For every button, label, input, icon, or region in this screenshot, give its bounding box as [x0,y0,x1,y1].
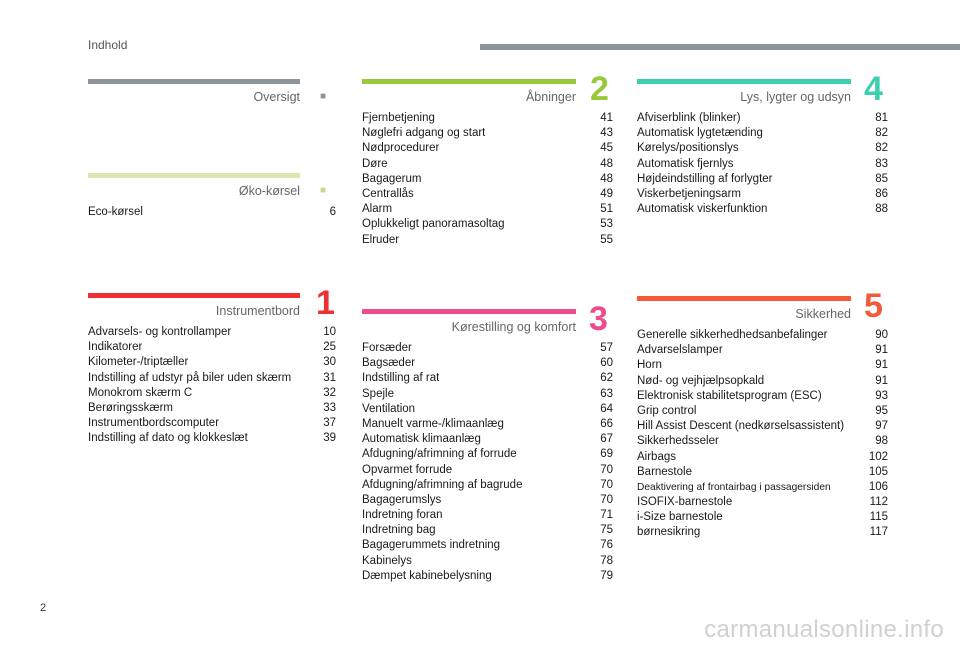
toc-entry[interactable] [362,554,613,569]
toc-entry-label: Sikkerhedsseler [637,435,719,448]
toc-entry-page: 67 [600,433,613,446]
toc-entry-page: 115 [869,511,888,524]
toc-entry-label: Airbags [637,450,676,463]
toc-entry[interactable] [637,111,888,126]
toc-entry-page: 64 [600,402,613,415]
toc-entry-page: 91 [875,374,888,387]
toc-entry-page: 76 [600,539,613,552]
toc-entry[interactable] [362,417,613,432]
toc-entry[interactable] [637,172,888,187]
toc-entry-page: 66 [600,417,613,430]
toc-entry-label: Indretning bag [362,524,436,537]
toc-entry[interactable] [88,431,336,446]
section-title: Øko-kørsel [238,184,300,198]
toc-list [88,325,336,447]
toc-entry[interactable] [362,111,613,126]
toc-entry[interactable] [362,569,613,584]
toc-entry-page: 95 [875,404,888,417]
toc-entry-label: Advarselslamper [637,344,723,357]
toc-entry-label: Eco-kørsel [88,206,143,218]
header-bar [480,44,960,50]
toc-entry[interactable] [362,341,613,356]
toc-entry-page: 102 [868,450,888,463]
toc-entry[interactable] [88,340,336,355]
toc-entry-label: Bagagerumslys [362,493,442,506]
toc-entry-label: Kilometer-/triptæller [88,356,189,369]
toc-entry-label: Automatisk fjernlys [637,157,734,170]
toc-entry-label: Opvarmet forrude [362,463,453,476]
toc-entry-label: Hill Assist Descent (nedkørselsassistent) [637,420,845,433]
toc-entry-label: Forsæder [362,342,412,354]
toc-list [362,341,613,584]
toc-entry-page: 90 [875,329,888,341]
section-title: Lys, lygter og udsyn [740,90,851,104]
toc-entry-label: Fjernbetjening [362,112,435,124]
toc-entry-page: 49 [600,187,613,200]
toc-entry-page: 53 [600,218,613,231]
toc-entry-label: Alarm [362,203,393,216]
toc-entry-label: Automatisk klimaanlæg [362,433,481,446]
toc-entry[interactable] [637,434,888,449]
toc-entry-page: 37 [323,417,336,430]
toc-entry-page: 39 [323,432,336,445]
toc-entry[interactable] [637,495,888,510]
toc-entry[interactable] [88,401,336,416]
toc-entry-page: 10 [323,326,336,338]
toc-entry-page: 88 [875,203,888,216]
toc-entry-label: Automatisk lygtetænding [637,127,763,140]
toc-entry[interactable] [362,217,613,232]
toc-entry[interactable] [362,356,613,371]
toc-entry-label: Spejle [362,387,394,400]
toc-entry-page: 55 [600,233,613,246]
section-title: Sikkerhed [795,307,851,321]
toc-entry-page: 48 [600,172,613,185]
toc-entry-label: Viskerbetjeningsarm [637,187,741,200]
toc-entry-page: 112 [869,496,888,509]
toc-entry-label: Nød- og vejhjælpsopkald [637,374,765,387]
toc-entry[interactable] [362,141,613,156]
toc-entry-label: Bagagerum [362,172,422,185]
toc-entry-label: Bagsæder [362,357,416,370]
toc-entry-label: Døre [362,157,388,170]
section-bar [637,79,851,84]
section-oversigt [88,79,300,105]
toc-list [637,111,888,217]
toc-entry[interactable] [637,374,888,389]
toc-entry[interactable] [362,432,613,447]
toc-entry[interactable] [362,463,613,478]
toc-entry-page: 48 [600,157,613,170]
section-abninger [362,79,613,248]
toc-entry[interactable] [88,355,336,370]
toc-list [362,111,613,248]
toc-entry[interactable] [362,202,613,217]
section-marker: ■ [320,91,327,102]
toc-entry-page: 85 [875,172,888,185]
toc-entry-page: 70 [600,463,613,476]
toc-entry-page: 43 [600,127,613,140]
section-title: Kørestilling og komfort [451,320,576,334]
toc-entry-page: 98 [875,435,888,448]
toc-entry-page: 70 [600,493,613,506]
section-number: 5 [864,287,883,325]
toc-entry-page: 83 [875,157,888,170]
page-header-title: Indhold [88,38,128,52]
toc-entry-label: Indretning foran [362,509,443,522]
toc-entry[interactable] [637,187,888,202]
toc-entry[interactable] [88,386,336,401]
toc-entry[interactable] [637,343,888,358]
toc-entry[interactable] [362,233,613,248]
toc-entry-page: 71 [600,509,613,522]
toc-entry[interactable] [88,371,336,386]
toc-entry[interactable] [637,358,888,373]
section-bar [637,296,851,301]
toc-entry-page: 86 [875,187,888,200]
section-lys [637,79,888,217]
section-marker: ■ [320,185,327,196]
toc-list [88,205,336,220]
section-bar [88,79,300,84]
toc-entry[interactable] [637,157,888,172]
toc-entry-label: Horn [637,359,662,372]
toc-entry[interactable] [637,450,888,465]
toc-entry[interactable] [637,510,888,525]
toc-entry-page: 97 [875,420,888,433]
toc-entry-page: 63 [600,387,613,400]
toc-entry-label: Advarsels- og kontrollamper [88,326,232,338]
toc-entry-page: 93 [875,389,888,402]
toc-entry[interactable] [637,126,888,141]
toc-entry[interactable] [362,371,613,386]
section-number: 4 [864,70,883,108]
toc-entry[interactable] [88,325,336,340]
toc-entry-label: Afdugning/afrimning af forrude [362,448,517,461]
toc-entry-page: 78 [600,554,613,567]
toc-entry-label: Oplukkeligt panoramasoltag [362,218,505,231]
toc-entry[interactable] [362,387,613,402]
toc-entry-page: 81 [875,112,888,124]
toc-entry[interactable] [637,202,888,217]
toc-entry[interactable] [362,538,613,553]
section-bar [362,79,576,84]
toc-entry[interactable] [362,172,613,187]
toc-entry[interactable] [637,141,888,156]
toc-entry-label: Kabinelys [362,554,412,567]
toc-entry[interactable] [88,416,336,431]
toc-entry-label: Elektronisk stabilitetsprogram (ESC) [637,389,822,402]
toc-entry-label: børnesikring [637,526,701,539]
toc-entry-page: 106 [868,480,888,493]
section-bar [362,309,576,314]
toc-entry[interactable] [637,328,888,343]
toc-entry-label: Centrallås [362,187,414,200]
section-korestilling [362,309,613,584]
section-number: 2 [590,70,609,108]
toc-entry-page: 75 [600,524,613,537]
toc-entry-label: Instrumentbordscomputer [88,417,220,430]
toc-entry-label: Afdugning/afrimning af bagrude [362,478,523,491]
toc-entry-page: 51 [600,203,613,216]
toc-entry-label: Berøringsskærm [88,401,173,414]
toc-entry-label: Grip control [637,404,697,417]
page-number: 2 [40,602,47,614]
toc-entry[interactable] [88,205,336,220]
toc-entry[interactable] [637,389,888,404]
section-bar [88,293,300,298]
toc-entry-label: Monokrom skærm C [88,386,193,399]
toc-entry-label: Indikatorer [88,341,143,354]
toc-entry-page: 70 [600,478,613,491]
toc-entry[interactable] [362,493,613,508]
toc-entry-label: Manuelt varme-/klimaanlæg [362,417,504,430]
toc-entry[interactable] [362,157,613,172]
toc-entry-label: Deaktivering af frontairbag i passagersiden [637,481,831,493]
section-bar [88,173,300,178]
toc-entry-page: 117 [869,526,888,539]
toc-entry-page: 30 [323,356,336,369]
toc-entry-label: ISOFIX-barnestole [637,496,733,509]
toc-entry-page: 6 [329,206,336,218]
toc-entry-page: 31 [323,371,336,384]
toc-entry-page: 60 [600,357,613,370]
toc-entry-label: Generelle sikkerhedhedsanbefalinger [637,329,828,341]
toc-entry-label: Dæmpet kabinebelysning [362,569,492,582]
toc-entry-label: Indstilling af udstyr på biler uden skærm [88,371,292,384]
toc-entry-label: Elruder [362,233,400,246]
toc-list [637,328,888,541]
section-title: Instrumentbord [215,304,300,318]
toc-entry-page: 41 [600,112,613,124]
toc-entry[interactable] [362,126,613,141]
section-number: 3 [589,300,608,338]
toc-entry-page: 91 [875,359,888,372]
section-sikkerhed [637,296,888,541]
toc-entry-page: 45 [600,142,613,155]
toc-entry[interactable] [637,465,888,480]
toc-entry-page: 57 [600,342,613,354]
watermark: carmanualsonline.info [704,616,944,643]
section-instrumentbord [88,293,336,447]
toc-entry[interactable] [362,508,613,523]
toc-entry-label: Afviserblink (blinker) [637,112,741,124]
toc-entry[interactable] [362,187,613,202]
toc-entry-page: 25 [323,341,336,354]
toc-entry-label: Bagagerummets indretning [362,539,501,552]
toc-entry-page: 32 [323,386,336,399]
toc-entry-page: 79 [600,569,613,582]
toc-entry-page: 82 [875,142,888,155]
toc-entry-label: Automatisk viskerfunktion [637,203,768,216]
toc-entry[interactable] [637,404,888,419]
toc-entry[interactable] [637,480,888,495]
toc-entry-page: 69 [600,448,613,461]
section-number: 1 [316,284,335,322]
toc-entry-label: Indstilling af rat [362,372,440,385]
toc-entry-page: 33 [323,401,336,414]
toc-entry-label: Indstilling af dato og klokkeslæt [88,432,248,445]
toc-entry[interactable] [362,523,613,538]
toc-entry-page: 105 [868,465,888,478]
section-title: Oversigt [253,90,300,104]
toc-entry[interactable] [362,478,613,493]
toc-entry[interactable] [637,525,888,540]
toc-entry-page: 91 [875,344,888,357]
toc-entry-label: Højdeindstilling af forlygter [637,172,773,185]
toc-entry-label: Kørelys/positionslys [637,142,739,155]
toc-entry-page: 82 [875,127,888,140]
section-title: Åbninger [525,90,576,104]
toc-entry[interactable] [637,419,888,434]
toc-entry-label: Nøglefri adgang og start [362,127,486,140]
toc-entry-label: i-Size barnestole [637,511,723,524]
toc-entry-label: Nødprocedurer [362,142,440,155]
toc-entry-page: 62 [600,372,613,385]
toc-entry-label: Ventilation [362,402,416,415]
toc-entry[interactable] [362,402,613,417]
section-okokorsel [88,173,336,220]
toc-entry-label: Barnestole [637,465,692,478]
toc-entry[interactable] [362,447,613,462]
